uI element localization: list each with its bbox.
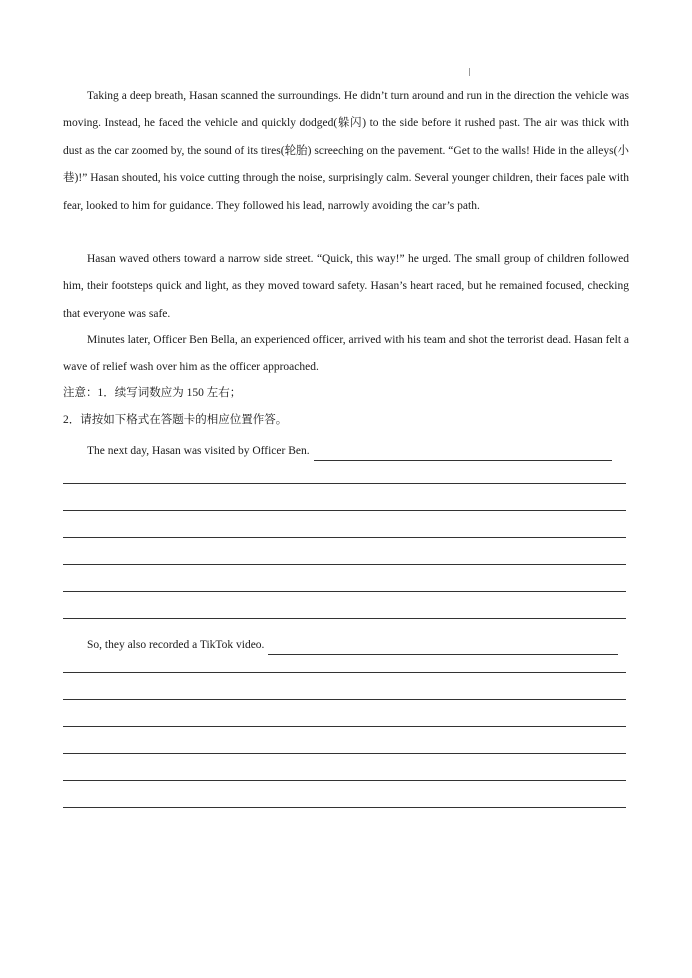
answer-line[interactable] <box>63 483 626 484</box>
story-paragraph-1 <box>63 83 629 220</box>
answer-line[interactable] <box>63 726 626 727</box>
answer-line[interactable] <box>63 672 626 673</box>
answer-line[interactable] <box>63 591 626 592</box>
answer-line[interactable] <box>63 780 626 781</box>
story-paragraph-2 <box>63 246 629 328</box>
paragraph-text: Taking a deep breath, Hasan scanned the surroundings. He didn’t turn around and run in the direction the vehicle was moving. Instead, he faced the vehicle and quickly dodged(躲闪) to the side before it rushed past. The air was thick with dust as the car zoomed by, the sound of its tires(轮胎) screeching on the pavement. “Get to the walls! Hide in the alleys(小巷)!” Hasan shouted, his voice cutting through the noise, surprisingly calm. Several younger children, their faces pale with fear, looked to him for guidance. They followed his lead, narrowly avoiding the car’s path. <box>63 90 629 212</box>
answer-line[interactable] <box>63 510 626 511</box>
answer-line[interactable] <box>63 699 626 700</box>
answer-line[interactable] <box>63 807 626 808</box>
note-word-count: 注意：1．续写词数应为 150 左右； <box>63 387 242 399</box>
answer-line[interactable] <box>63 564 626 565</box>
answer-line[interactable] <box>63 753 626 754</box>
continuation-prompt-1 <box>87 441 612 461</box>
paragraph-text: Hasan waved others toward a narrow side street. “Quick, this way!” he urged. The small group of children followed him, their footsteps quick and light, as they moved toward safety. Hasan’s heart raced, but he remained focused, checking that everyone was safe. <box>63 253 629 320</box>
note-format: 2．请按如下格式在答题卡的相应位置作答。 <box>63 414 288 426</box>
answer-line[interactable] <box>268 640 618 655</box>
prompt-text: So, they also recorded a TikTok video. <box>87 639 265 651</box>
continuation-prompt-2 <box>87 635 618 655</box>
prompt-text: The next day, Hasan was visited by Officer Ben. <box>87 445 310 457</box>
page-mark <box>469 68 470 76</box>
paragraph-text: Minutes later, Officer Ben Bella, an experienced officer, arrived with his team and shot the terrorist dead. Hasan felt a wave of relief wash over him as the officer approached. <box>63 334 629 374</box>
answer-line[interactable] <box>314 446 612 461</box>
story-paragraph-3 <box>63 327 629 382</box>
answer-line[interactable] <box>63 537 626 538</box>
answer-line[interactable] <box>63 618 626 619</box>
